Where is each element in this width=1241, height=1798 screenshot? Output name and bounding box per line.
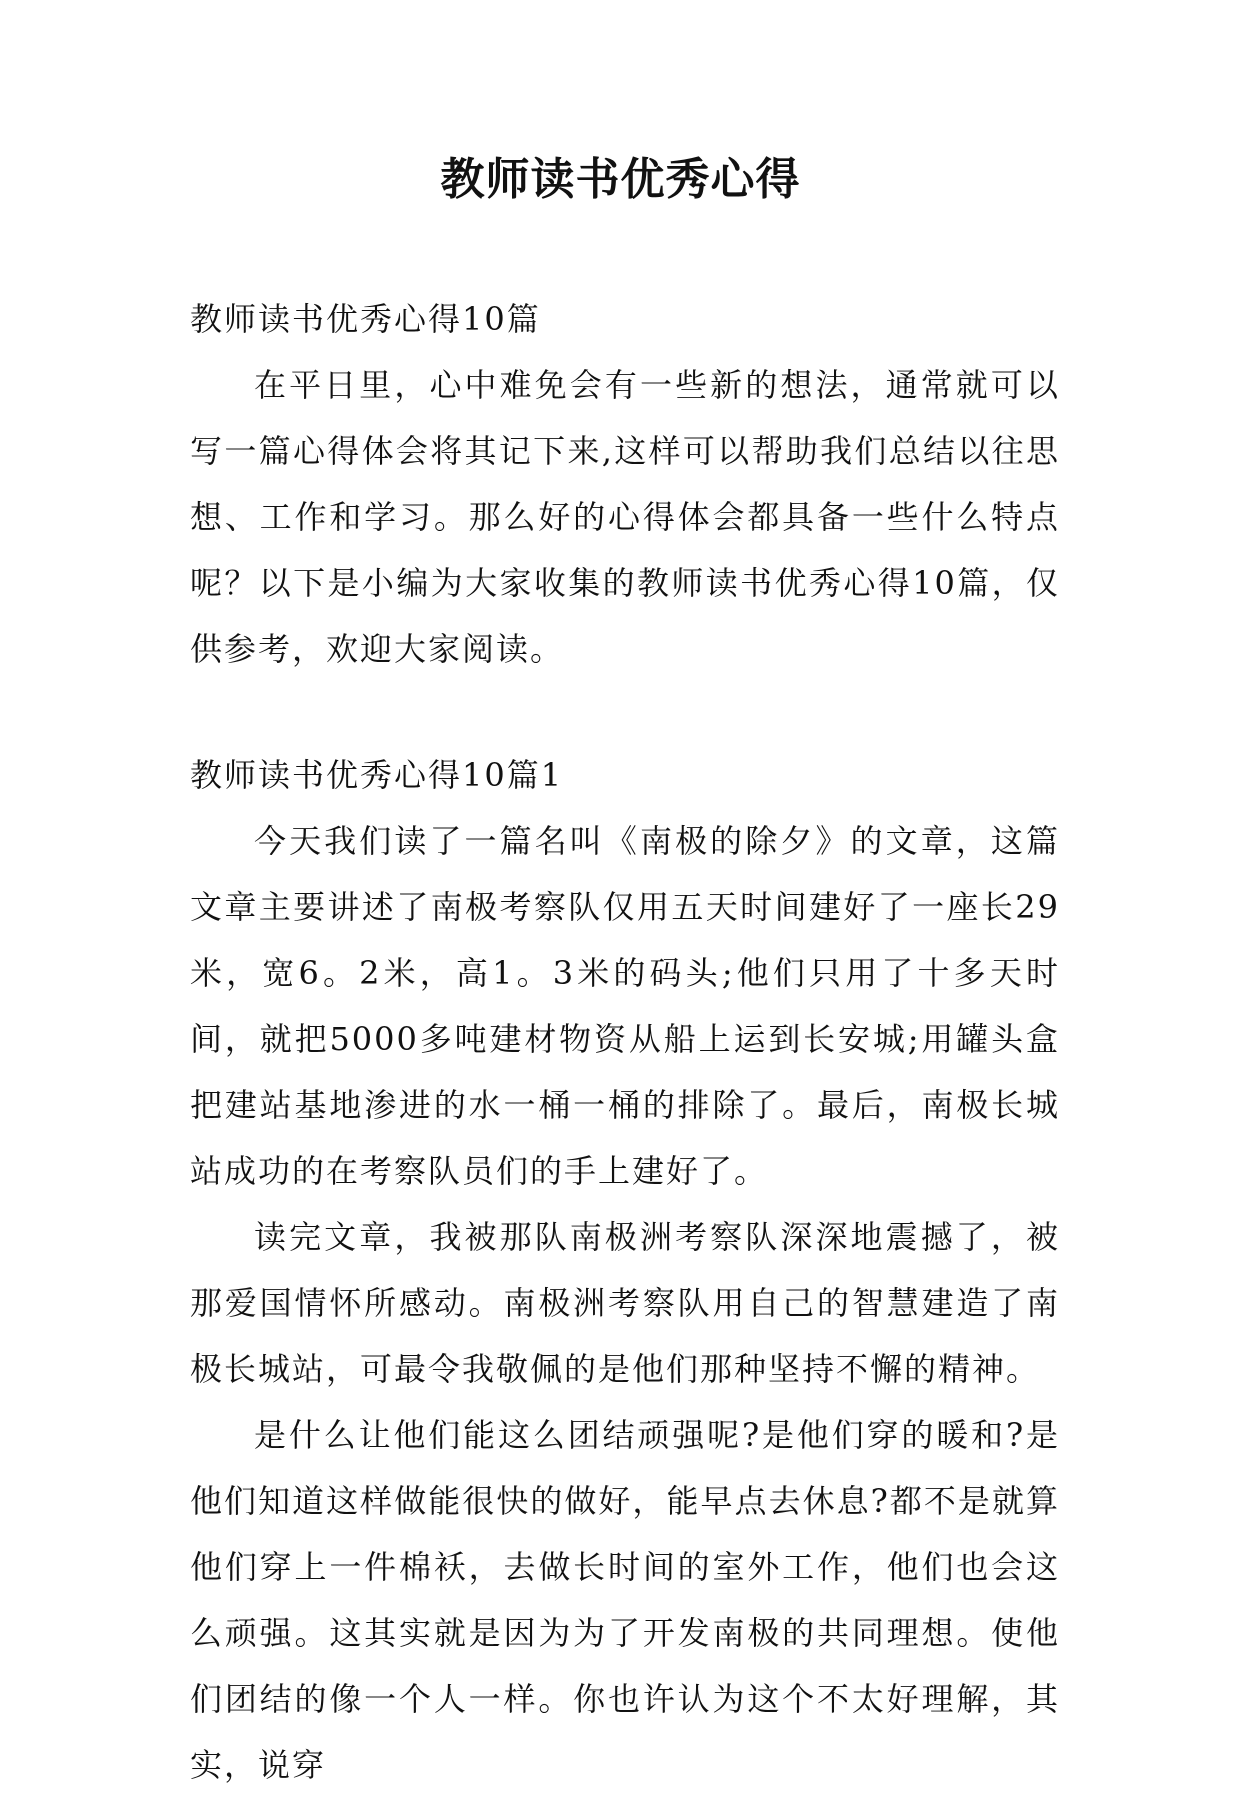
document-title: 教师读书优秀心得 xyxy=(440,154,801,205)
document-body xyxy=(190,286,1060,1798)
section-spacer xyxy=(190,682,1060,742)
intro-paragraph: 在平日里，心中难免会有一些新的想法，通常就可以写一篇心得体会将其记下来,这样可以帮助我们总结以往思想、工作和学习。那么好的心得体会都具备一些什么特点呢？以下是小编为大家收集的教师读书优秀心得10篇，仅供参考，欢迎大家阅读。 xyxy=(190,366,1060,668)
document-subtitle: 教师读书优秀心得10篇 xyxy=(190,300,541,338)
body-paragraph: 今天我们读了一篇名叫《南极的除夕》的文章，这篇文章主要讲述了南极考察队仅用五天时间建好了一座长29米，宽6。2米，高1。3米的码头;他们只用了十多天时间，就把5000多吨建材物资从船上运到长安城;用罐头盒把建站基地渗进的水一桶一桶的排除了。最后，南极长城站成功的在考察队员们的手上建好了。 xyxy=(190,822,1060,1190)
section-heading: 教师读书优秀心得10篇1 xyxy=(190,756,564,794)
body-paragraph: 读完文章，我被那队南极洲考察队深深地震撼了，被那爱国情怀所感动。南极洲考察队用自己的智慧建造了南极长城站，可最令我敬佩的是他们那种坚持不懈的精神。 xyxy=(190,1218,1060,1388)
body-paragraph: 是什么让他们能这么团结顽强呢?是他们穿的暖和?是他们知道这样做能很快的做好，能早点去休息?都不是就算他们穿上一件棉袄，去做长时间的室外工作，他们也会这么顽强。这其实就是因为为了开发南极的共同理想。使他们团结的像一个人一样。你也许认为这个不太好理解，其实，说穿 xyxy=(190,1416,1060,1784)
